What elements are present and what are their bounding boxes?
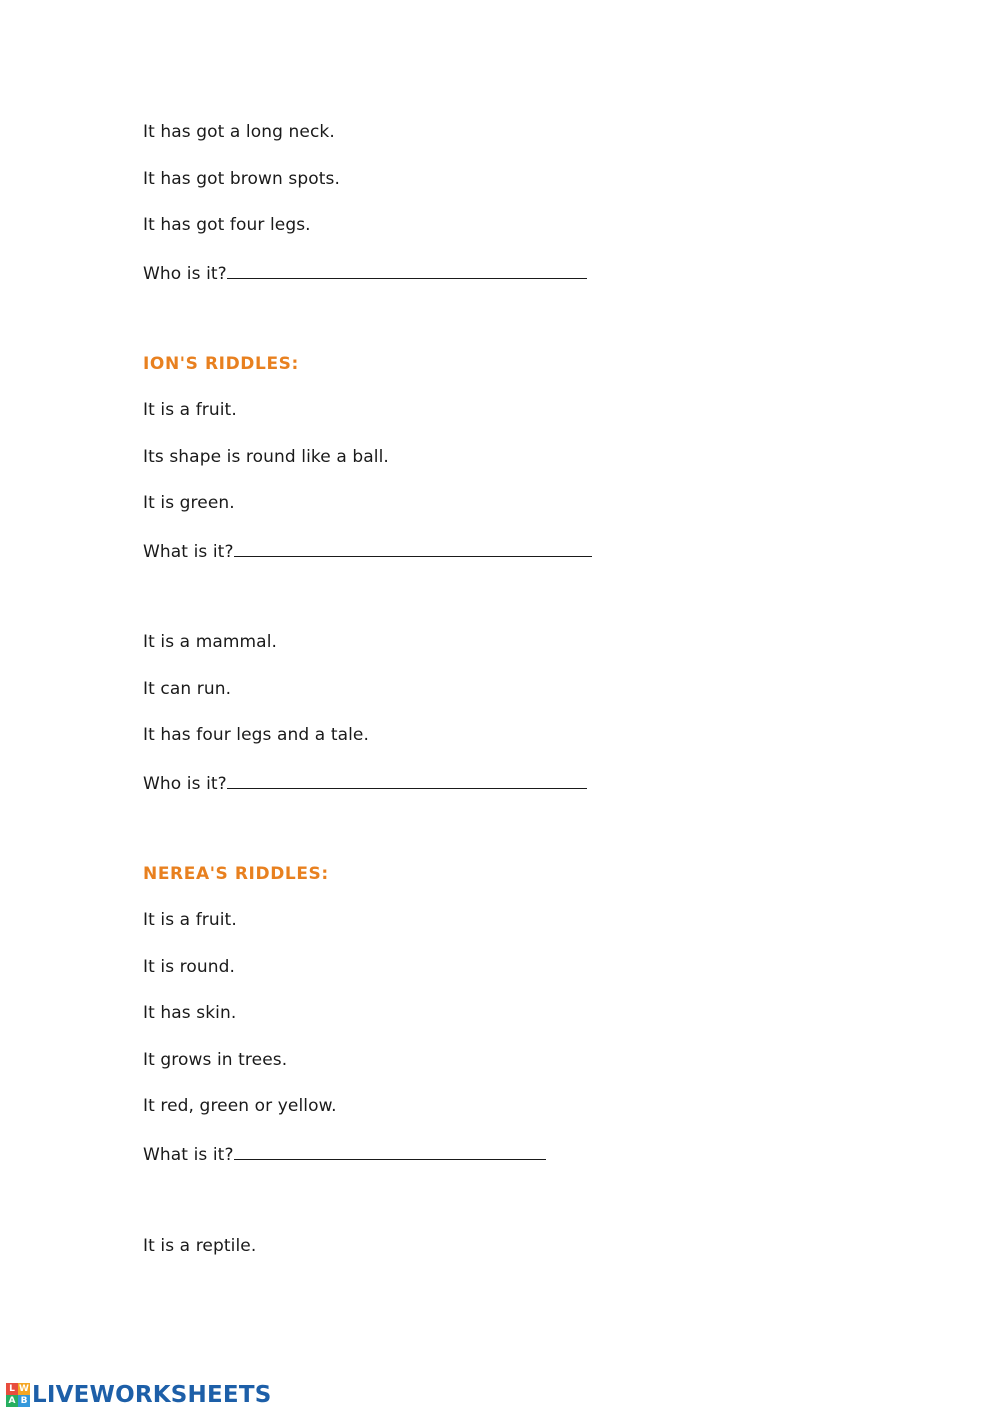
riddle-3-line-2: It can run. bbox=[143, 679, 232, 699]
liveworksheets-brand-text: LIVEWORKSHEETS bbox=[32, 1382, 272, 1408]
riddle-1-answer-field[interactable] bbox=[227, 260, 587, 279]
logo-block-4: B bbox=[18, 1395, 30, 1407]
riddle-4-line-3: It has skin. bbox=[143, 1003, 237, 1023]
riddle-4-question-row bbox=[143, 1141, 546, 1166]
logo-block-2: W bbox=[19, 1384, 29, 1394]
nereas-riddles-heading: NEREA'S RIDDLES: bbox=[143, 864, 329, 884]
riddle-2-question: What is it? bbox=[143, 542, 234, 562]
riddle-4-line-2: It is round. bbox=[143, 957, 236, 977]
riddle-1-line-1: It has got a long neck. bbox=[143, 122, 335, 142]
riddle-3-question-row bbox=[143, 770, 587, 795]
riddle-1-line-2: It has got brown spots. bbox=[143, 169, 340, 189]
riddle-3-answer-field[interactable] bbox=[227, 770, 587, 789]
riddle-2-question-row bbox=[143, 538, 592, 563]
riddle-4-answer-field[interactable] bbox=[234, 1141, 546, 1160]
ions-riddles-heading: ION'S RIDDLES: bbox=[143, 354, 299, 374]
riddle-3-line-3: It has four legs and a tale. bbox=[143, 725, 369, 745]
liveworksheets-logo-icon bbox=[6, 1383, 30, 1407]
logo-block-1: L bbox=[6, 1383, 18, 1395]
riddle-1-question-row bbox=[143, 260, 587, 285]
riddle-4-question: What is it? bbox=[143, 1145, 234, 1165]
liveworksheets-brand bbox=[6, 1382, 271, 1408]
riddle-4-line-5: It red, green or yellow. bbox=[143, 1096, 337, 1116]
riddle-2-line-3: It is green. bbox=[143, 493, 235, 513]
riddle-2-line-2: Its shape is round like a ball. bbox=[143, 447, 389, 467]
riddle-3-line-1: It is a mammal. bbox=[143, 632, 278, 652]
riddle-3-question: Who is it? bbox=[143, 774, 227, 794]
riddle-2-line-1: It is a fruit. bbox=[143, 400, 237, 420]
riddle-1-line-3: It has got four legs. bbox=[143, 215, 311, 235]
riddle-4-line-1: It is a fruit. bbox=[143, 910, 237, 930]
riddle-1-question: Who is it? bbox=[143, 264, 227, 284]
riddle-4-line-4: It grows in trees. bbox=[143, 1050, 288, 1070]
riddle-2-answer-field[interactable] bbox=[234, 538, 592, 557]
logo-block-3: A bbox=[6, 1395, 18, 1407]
riddle-5-line-1: It is a reptile. bbox=[143, 1236, 257, 1256]
